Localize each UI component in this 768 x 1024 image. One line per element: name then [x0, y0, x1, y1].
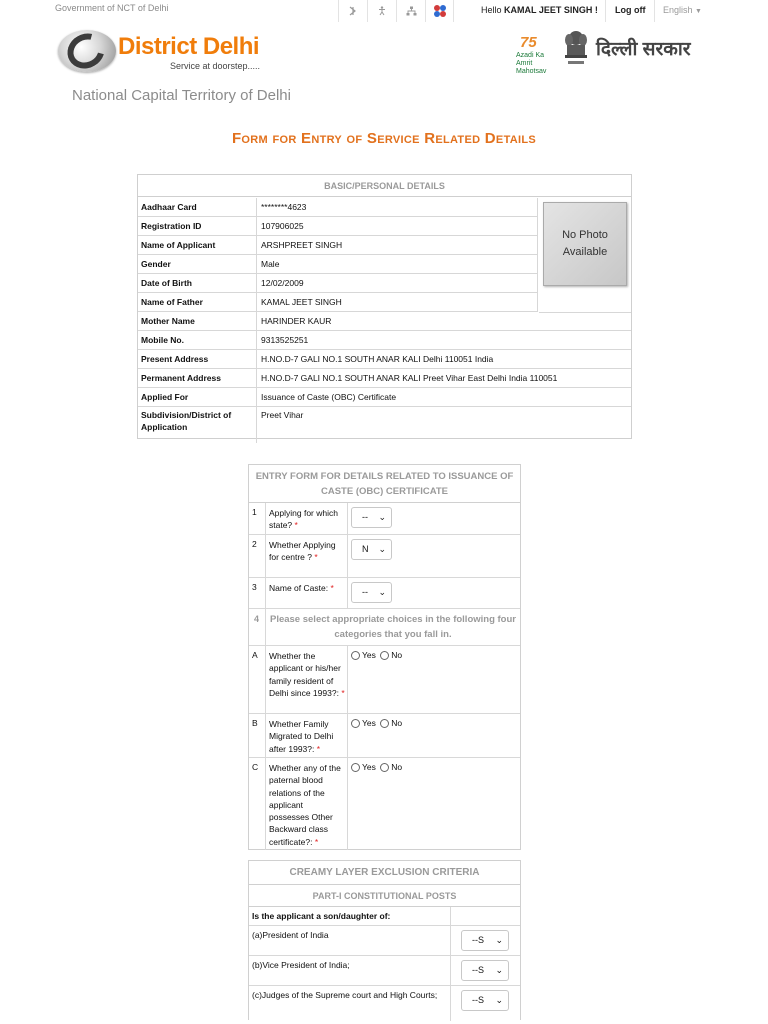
azadi-ka-amrit-mahotsav-logo	[516, 34, 560, 75]
divider	[450, 926, 451, 955]
radio-circle	[351, 719, 360, 728]
no-label: No	[391, 762, 403, 772]
basic-details-table	[137, 174, 632, 439]
question-row-resident	[249, 646, 520, 714]
azadi-text: Azadi Ka Amrit Mahotsav	[516, 52, 547, 75]
table-row	[138, 369, 631, 388]
applicant-name-value: ARSHPREET SINGH	[261, 240, 343, 250]
basic-details-heading: BASIC/PERSONAL DETAILS	[138, 175, 631, 197]
logo-title: District Delhi	[118, 33, 260, 60]
delhi-sarkar-title: दिल्ली सरकार	[596, 39, 691, 60]
categories-instruction: Please select appropriate choices in the following four categories that you fall in.	[269, 614, 516, 640]
user-name: KAMAL JEET SINGH !	[504, 5, 598, 15]
question-row-centre	[249, 535, 520, 578]
permanent-address-label: Permanent Address	[138, 369, 257, 388]
chevron-down-icon: ⌄	[495, 995, 503, 1005]
table-row	[249, 926, 520, 956]
form-title: Form for Entry of Service Related Details	[231, 130, 537, 147]
applied-for-label: Applied For	[138, 388, 257, 407]
resident-no-radio[interactable]	[380, 650, 402, 660]
judges-label: (c)Judges of the Supreme court and High Courts;	[252, 990, 438, 1000]
judges-select-value: --S	[472, 995, 484, 1005]
table-row	[138, 350, 631, 369]
president-select[interactable]	[461, 930, 509, 951]
table-row	[138, 312, 631, 331]
question-label	[266, 535, 348, 577]
creamy-layer-table	[248, 860, 521, 1020]
radio-circle	[351, 651, 360, 660]
question-number: 3	[249, 578, 266, 608]
logoff-link[interactable]: Log off	[615, 5, 646, 15]
required-marker: *	[341, 687, 345, 698]
select-cell	[461, 960, 509, 981]
aadhaar-label: Aadhaar Card	[138, 198, 257, 217]
question-row-state	[249, 503, 520, 535]
question-text: Whether Family Migrated to Delhi after 1993?:	[269, 719, 334, 754]
mother-name-label: Mother Name	[138, 312, 257, 331]
question-text: Applying for which state?	[269, 508, 338, 531]
question-label	[266, 714, 348, 757]
question-number: A	[249, 646, 266, 713]
state-select[interactable]	[351, 507, 392, 528]
radio-circle	[380, 763, 389, 772]
question-label	[266, 578, 348, 608]
chevron-down-icon: ⌄	[378, 544, 386, 554]
registration-id-value: 107906025	[261, 221, 304, 231]
question-number: 2	[249, 535, 266, 577]
caste-select[interactable]	[351, 582, 392, 603]
migrated-yes-radio[interactable]	[351, 718, 376, 728]
divider	[605, 0, 606, 22]
no-label: No	[391, 650, 403, 660]
vice-president-label: (b)Vice President of India;	[252, 960, 350, 970]
territory-title: National Capital Territory of Delhi	[72, 87, 291, 104]
user-greeting	[481, 5, 598, 15]
permanent-address-value: H.NO.D-7 GALI NO.1 SOUTH ANAR KALI Preet Vihar East Delhi India 110051	[261, 373, 558, 383]
gender-label: Gender	[138, 255, 257, 274]
table-row	[138, 407, 631, 443]
mobile-value: 9313525251	[261, 335, 309, 345]
constitutional-posts-heading: PART-I CONSTITUTIONAL POSTS	[249, 885, 520, 907]
accessibility-toolbar	[338, 0, 454, 22]
answer-cell	[349, 578, 392, 608]
state-select-value: --	[362, 512, 368, 522]
caret-down-icon: ▼	[695, 8, 702, 15]
aadhaar-value: ********4623	[261, 202, 307, 212]
required-marker: *	[314, 552, 318, 563]
answer-cell	[349, 535, 392, 577]
divider	[450, 907, 451, 926]
answer-cell	[349, 646, 404, 713]
divider	[450, 956, 451, 985]
centre-select[interactable]	[351, 539, 392, 560]
required-marker: *	[316, 743, 321, 754]
table-row	[138, 388, 631, 407]
centre-select-value: N	[362, 544, 369, 554]
question-row-migrated	[249, 714, 520, 758]
accessibility-icon[interactable]	[367, 0, 396, 22]
gender-value: Male	[261, 259, 280, 269]
table-row	[249, 956, 520, 986]
question-row-caste	[249, 578, 520, 609]
chevron-down-icon: ⌄	[378, 512, 386, 522]
vice-president-select-value: --S	[472, 965, 484, 975]
national-emblem-icon	[563, 30, 589, 68]
caste-entry-form	[248, 464, 521, 850]
father-name-value: KAMAL JEET SINGH	[261, 297, 342, 307]
question-label	[266, 758, 348, 850]
son-daughter-question-row	[249, 907, 520, 926]
language-label: English	[663, 5, 693, 15]
select-cell	[461, 930, 509, 951]
no-label: No	[391, 718, 403, 728]
entry-form-heading: ENTRY FORM FOR DETAILS RELATED TO ISSUANCE OF CASTE (OBC) CERTIFICATE	[249, 465, 520, 503]
skip-to-content-icon[interactable]	[338, 0, 367, 22]
question-number: B	[249, 714, 266, 757]
answer-cell	[349, 503, 392, 534]
judges-select[interactable]	[461, 990, 509, 1011]
vice-president-select[interactable]	[461, 960, 509, 981]
mobile-label: Mobile No.	[138, 331, 257, 350]
no-photo-image: No Photo Available	[543, 202, 627, 286]
question-label	[266, 503, 348, 534]
table-row	[138, 236, 538, 255]
dob-value: 12/02/2009	[261, 278, 304, 288]
applied-for-value: Issuance of Caste (OBC) Certificate	[261, 392, 397, 402]
language-select[interactable]	[663, 5, 702, 15]
chevron-down-icon: ⌄	[378, 587, 386, 597]
required-marker: *	[330, 583, 334, 593]
answer-cell	[349, 714, 404, 757]
top-bar	[0, 0, 768, 22]
divider	[450, 986, 451, 1021]
table-row	[138, 255, 538, 274]
e-logo-icon	[58, 30, 116, 72]
resident-yes-radio[interactable]	[351, 650, 376, 660]
migrated-no-radio[interactable]	[380, 718, 402, 728]
obc-relations-yes-radio[interactable]	[351, 762, 376, 772]
yes-label: Yes	[362, 650, 376, 660]
sitemap-icon[interactable]	[396, 0, 425, 22]
greeting-prefix: Hello	[481, 5, 505, 15]
select-cell	[461, 990, 509, 1011]
table-row	[138, 217, 538, 236]
radio-circle	[380, 651, 389, 660]
table-row	[138, 331, 631, 350]
radio-circle	[380, 719, 389, 728]
subdivision-value: Preet Vihar	[261, 410, 304, 420]
answer-cell	[349, 758, 404, 850]
creamy-layer-heading: CREAMY LAYER EXCLUSION CRITERIA	[249, 861, 520, 885]
table-row	[138, 274, 538, 293]
radio-circle	[351, 763, 360, 772]
district-delhi-logo[interactable]	[58, 28, 298, 74]
contrast-icon[interactable]	[425, 0, 454, 22]
government-text: Government of NCT of Delhi	[55, 3, 169, 13]
caste-select-value: --	[362, 587, 368, 597]
present-address-value: H.NO.D-7 GALI NO.1 SOUTH ANAR KALI Delhi 110051 India	[261, 354, 494, 364]
chevron-down-icon: ⌄	[495, 935, 503, 945]
yes-label: Yes	[362, 762, 376, 772]
required-marker: *	[314, 836, 319, 847]
present-address-label: Present Address	[138, 350, 257, 369]
question-row-obc-relations	[249, 758, 520, 850]
required-marker: *	[294, 520, 298, 531]
table-row	[249, 986, 520, 1021]
dob-label: Date of Birth	[138, 274, 257, 293]
photo-cell	[539, 198, 631, 313]
yes-label: Yes	[362, 718, 376, 728]
father-name-label: Name of Father	[138, 293, 257, 312]
table-row	[138, 198, 538, 217]
question-number: 4	[249, 609, 266, 646]
table-row	[138, 293, 538, 312]
chevron-down-icon: ⌄	[495, 965, 503, 975]
son-daughter-question: Is the applicant a son/daughter of:	[252, 911, 391, 921]
president-label: (a)President of India	[252, 930, 329, 940]
mother-name-value: HARINDER KAUR	[261, 316, 332, 326]
question-label	[266, 646, 348, 713]
question-text: Whether Applying for centre ?	[269, 540, 336, 563]
logo-tagline: Service at doorstep.....	[170, 61, 261, 71]
divider	[654, 0, 655, 22]
categories-instruction-row	[249, 609, 520, 646]
question-text: Whether the applicant or his/her family resident of Delhi since 1993?:	[269, 651, 341, 698]
question-text: Whether any of the paternal blood relations of the applicant possesses Other Backward class certificate?:	[269, 763, 341, 847]
azadi-number: 75	[520, 34, 537, 51]
obc-relations-no-radio[interactable]	[380, 762, 402, 772]
applicant-name-label: Name of Applicant	[138, 236, 257, 255]
subdivision-label: Subdivision/District of Application	[138, 407, 257, 443]
question-text: Name of Caste:	[269, 583, 329, 593]
question-number: 1	[249, 503, 266, 534]
question-number: C	[249, 758, 266, 850]
registration-id-label: Registration ID	[138, 217, 257, 236]
president-select-value: --S	[472, 935, 484, 945]
